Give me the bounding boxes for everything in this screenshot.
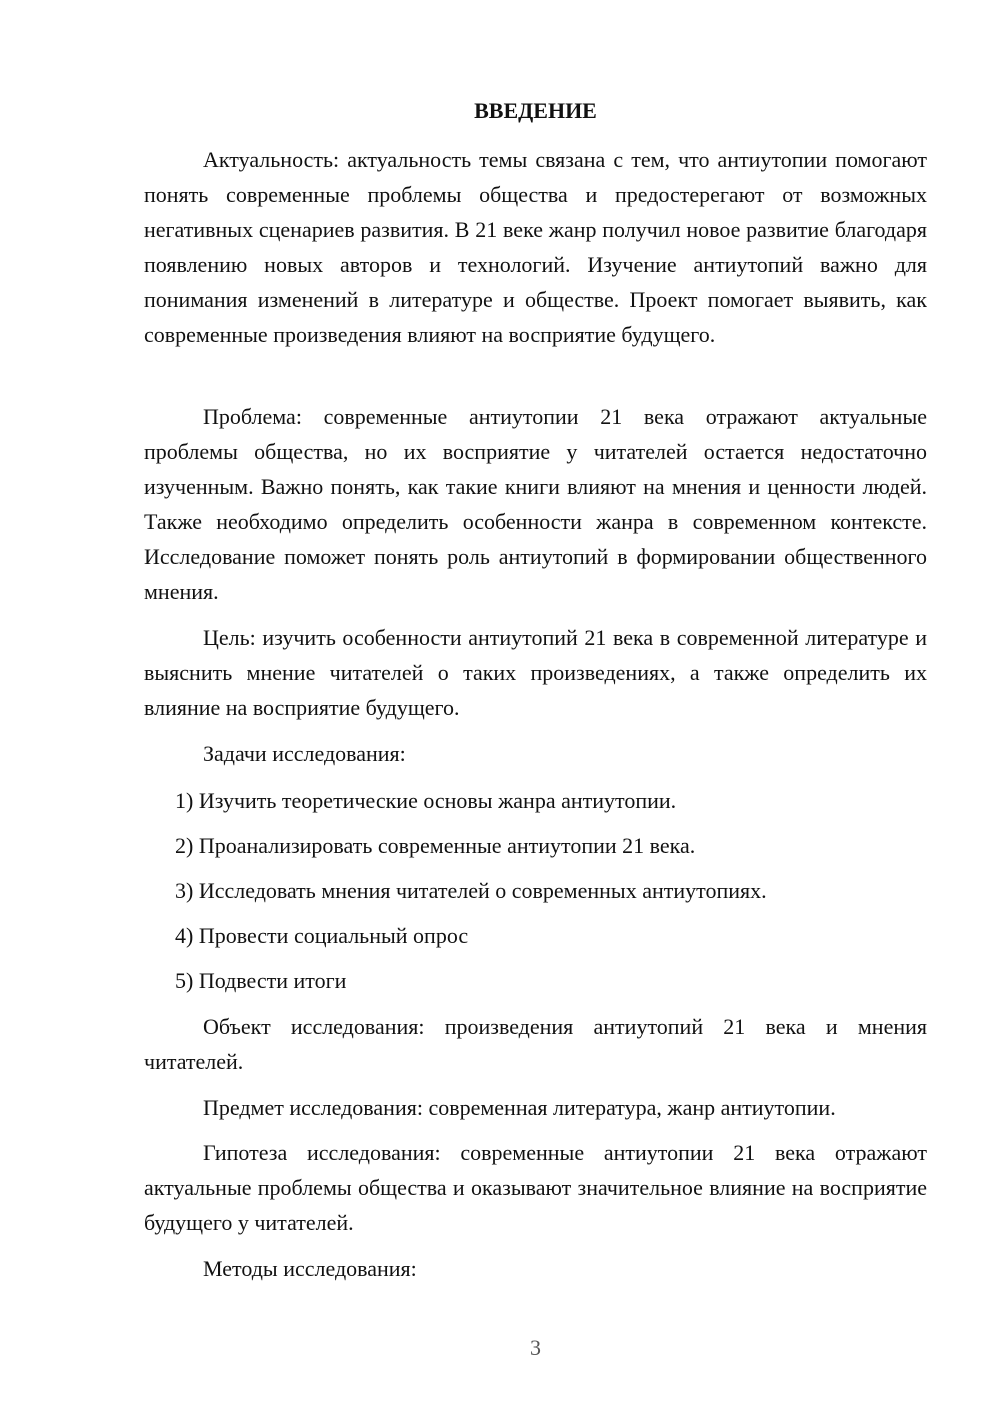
- goal-paragraph: Цель: изучить особенности антиутопий 21 века в современной литературе и выяснить мнение читателей о таких произведениях, а также определить их влияние на восприятие будущего.: [144, 625, 927, 720]
- object-paragraph: Объект исследования: произведения антиутопий 21 века и мнения читателей.: [144, 1014, 927, 1074]
- task-item-5: 5) Подвести итоги: [175, 968, 347, 993]
- task-item-3: 3) Исследовать мнения читателей о современных антиутопиях.: [175, 878, 767, 903]
- relevance-paragraph: Актуальность: актуальность темы связана с тем, что антиутопии помогают понять современные проблемы общества и предостерегают от возможных негативных сценариев развития. В 21 веке жанр получил новое развитие благодаря появлению новых авторов и технологий. Изучение антиутопий важно для понимания изменений в литературе и обществе. Проект помогает выявить, как современные произведения влияют на восприятие будущего.: [144, 147, 927, 347]
- methods-heading: Методы исследования:: [203, 1256, 417, 1281]
- hypothesis-paragraph: Гипотеза исследования: современные антиутопии 21 века отражают актуальные проблемы общества и оказывают значительное влияние на восприятие будущего у читателей.: [144, 1140, 927, 1235]
- page-number: 3: [530, 1335, 541, 1360]
- task-item-1: 1) Изучить теоретические основы жанра антиутопии.: [175, 788, 677, 813]
- document-page: [144, 0, 927, 1414]
- tasks-heading: Задачи исследования:: [203, 741, 406, 766]
- subject-paragraph: Предмет исследования: современная литература, жанр антиутопии.: [203, 1095, 836, 1120]
- task-item-2: 2) Проанализировать современные антиутопии 21 века.: [175, 833, 696, 858]
- task-item-4: 4) Провести социальный опрос: [175, 923, 469, 948]
- problem-paragraph: Проблема: современные антиутопии 21 века отражают актуальные проблемы общества, но их восприятие у читателей остается недостаточно изученным. Важно понять, как такие книги влияют на мнения и ценности людей. Также необходимо определить особенности жанра в современном контексте. Исследование поможет понять роль антиутопий в формировании общественного мнения.: [144, 404, 927, 604]
- section-heading: ВВЕДЕНИЕ: [474, 98, 597, 123]
